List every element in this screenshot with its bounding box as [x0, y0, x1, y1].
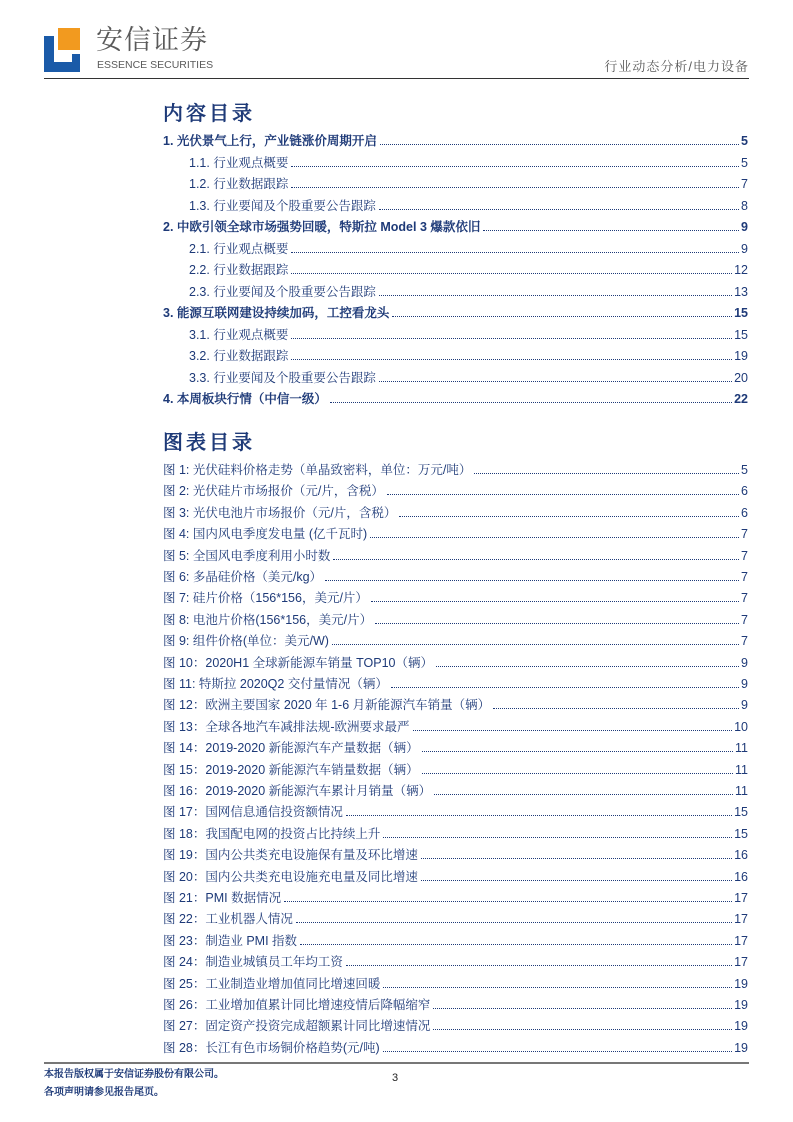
- figures-entry[interactable]: [163, 503, 748, 521]
- entry-label: 图 11: 特斯拉 2020Q2 交付量情况（辆）: [163, 677, 388, 691]
- dot-leader: [375, 623, 739, 624]
- dot-leader: [383, 837, 732, 838]
- entry-page: 7: [741, 177, 748, 191]
- report-category: 行业动态分析/电力设备: [604, 59, 749, 74]
- dot-leader: [399, 516, 739, 517]
- footer-divider: [44, 1062, 749, 1064]
- dot-leader: [379, 295, 732, 296]
- entry-page: 8: [741, 198, 748, 213]
- entry-page: 7: [741, 548, 748, 563]
- figures-entry[interactable]: [163, 824, 748, 842]
- dot-leader: [370, 537, 739, 538]
- entry-label: 图 3: 光伏电池片市场报价（元/片，含税）: [163, 505, 397, 520]
- entry-label: 图 24：制造业城镇员工年均工资: [163, 955, 343, 970]
- dot-leader: [291, 166, 739, 167]
- entry-page: 19: [734, 1019, 748, 1034]
- figures-entry[interactable]: [163, 524, 748, 542]
- entry-label: 图 15：2019-2020 新能源汽车销量数据（辆）: [163, 762, 419, 777]
- contents-entry[interactable]: [189, 368, 748, 386]
- figures-entry[interactable]: [163, 974, 748, 992]
- entry-label: 1.2. 行业数据跟踪: [189, 177, 289, 191]
- entry-label: 图 7: 硅片价格（156*156，美元/片）: [163, 591, 368, 606]
- entry-page: 17: [734, 912, 748, 927]
- entry-page: 5: [741, 134, 748, 148]
- figures-entry[interactable]: [163, 1016, 748, 1034]
- entry-label: 2.2. 行业数据跟踪: [189, 263, 289, 277]
- entry-label: 3.2. 行业数据跟踪: [189, 349, 289, 363]
- entry-page: 7: [741, 591, 748, 606]
- figures-entry[interactable]: [163, 781, 748, 799]
- figures-entry[interactable]: [163, 695, 748, 713]
- dot-leader: [291, 359, 732, 360]
- contents-entry[interactable]: [189, 346, 748, 364]
- dot-leader: [387, 494, 739, 495]
- contents-title: 内容目录: [163, 103, 255, 125]
- entry-page: 9: [741, 677, 748, 691]
- contents-entry[interactable]: [163, 389, 748, 407]
- entry-page: 16: [734, 848, 748, 863]
- header-divider: [44, 78, 749, 79]
- figures-entry[interactable]: [163, 610, 748, 628]
- entry-page: 7: [741, 634, 748, 649]
- contents-entry[interactable]: [189, 325, 748, 343]
- contents-entry[interactable]: [189, 282, 748, 300]
- entry-page: 15: [734, 805, 748, 820]
- contents-entry[interactable]: [163, 131, 748, 149]
- dot-leader: [296, 922, 732, 923]
- figures-entry[interactable]: [163, 888, 748, 906]
- contents-entry[interactable]: [189, 153, 748, 171]
- dot-leader: [421, 858, 732, 859]
- entry-page: 13: [734, 284, 748, 299]
- entry-label: 1.3. 行业要闻及个股重要公告跟踪: [189, 198, 376, 213]
- contents-entry[interactable]: [189, 239, 748, 257]
- entry-label: 1. 光伏景气上行，产业链涨价周期开启: [163, 134, 377, 148]
- figures-entry[interactable]: [163, 931, 748, 949]
- entry-page: 6: [741, 484, 748, 499]
- figures-entry[interactable]: [163, 909, 748, 927]
- dot-leader: [371, 601, 739, 602]
- entry-page: 17: [734, 955, 748, 970]
- entry-page: 11: [735, 784, 748, 798]
- entry-page: 17: [734, 933, 748, 948]
- entry-label: 图 17：国网信息通信投资额情况: [163, 805, 343, 820]
- figures-entry[interactable]: [163, 867, 748, 885]
- entry-label: 3.3. 行业要闻及个股重要公告跟踪: [189, 370, 376, 385]
- entry-page: 15: [734, 306, 748, 320]
- entry-label: 图 6: 多晶硅价格（美元/kg）: [163, 570, 323, 584]
- dot-leader: [392, 316, 732, 317]
- figures-title: 图表目录: [163, 432, 255, 454]
- dot-leader: [300, 944, 732, 945]
- page-number: 3: [392, 1072, 399, 1084]
- entry-page: 5: [741, 155, 748, 170]
- entry-label: 图 19：国内公共类充电设施保有量及环比增速: [163, 848, 418, 863]
- dot-leader: [436, 666, 739, 667]
- entry-label: 图 10：2020H1 全球新能源车销量 TOP10（辆）: [163, 655, 433, 670]
- figures-entry[interactable]: [163, 760, 748, 778]
- brand-name-en: ESSENCE SECURITIES: [97, 59, 214, 71]
- dot-leader: [383, 987, 732, 988]
- entry-label: 图 5: 全国风电季度利用小时数: [163, 548, 331, 563]
- entry-label: 图 20：国内公共类充电设施充电量及同比增速: [163, 869, 418, 884]
- entry-label: 图 26：工业增加值累计同比增速疫情后降幅缩窄: [163, 998, 431, 1012]
- entry-label: 2. 中欧引领全球市场强势回暖，特斯拉 Model 3 爆款依旧: [163, 220, 481, 234]
- dot-leader: [332, 644, 739, 645]
- entry-page: 22: [734, 392, 748, 406]
- entry-page: 10: [734, 719, 748, 734]
- dot-leader: [291, 338, 732, 339]
- footer-disclaimer: 各项声明请参见报告尾页。: [44, 1087, 164, 1098]
- entry-label: 2.3. 行业要闻及个股重要公告跟踪: [189, 284, 376, 299]
- figures-entry[interactable]: [163, 631, 748, 649]
- entry-label: 图 27：固定资产投资完成超额累计同比增速情况: [163, 1019, 431, 1034]
- dot-leader: [433, 1029, 732, 1030]
- contents-entry[interactable]: [189, 196, 748, 214]
- dot-leader: [413, 730, 733, 731]
- figures-entry[interactable]: [163, 460, 748, 478]
- entry-label: 图 2: 光伏硅片市场报价（元/片，含税）: [163, 484, 384, 499]
- entry-page: 7: [741, 612, 748, 627]
- dot-leader: [346, 815, 732, 816]
- dot-leader: [380, 144, 739, 145]
- dot-leader: [333, 559, 739, 560]
- dot-leader: [330, 402, 732, 403]
- dot-leader: [379, 381, 732, 382]
- dot-leader: [434, 794, 733, 795]
- dot-leader: [422, 751, 733, 752]
- figures-entry[interactable]: [163, 952, 748, 970]
- entry-label: 图 12：欧洲主要国家 2020 年 1-6 月新能源汽车销量（辆）: [163, 698, 491, 713]
- entry-page: 15: [734, 327, 748, 342]
- entry-label: 图 1: 光伏硅料价格走势（单晶致密料，单位：万元/吨）: [163, 463, 472, 477]
- essence-logo-icon: [44, 28, 84, 72]
- entry-page: 20: [734, 370, 748, 385]
- entry-page: 11: [735, 741, 748, 756]
- entry-label: 图 25：工业制造业增加值同比增速回暖: [163, 976, 381, 991]
- entry-label: 图 18：我国配电网的投资占比持续上升: [163, 826, 381, 841]
- entry-label: 图 8: 电池片价格(156*156，美元/片）: [163, 612, 373, 627]
- figures-entry[interactable]: [163, 588, 748, 606]
- figures-entry[interactable]: [163, 567, 748, 585]
- figures-entry[interactable]: [163, 1038, 748, 1056]
- entry-page: 19: [734, 998, 748, 1012]
- dot-leader: [291, 273, 732, 274]
- entry-page: 9: [741, 241, 748, 256]
- dot-leader: [422, 773, 733, 774]
- entry-label: 图 14：2019-2020 新能源汽车产量数据（辆）: [163, 741, 419, 756]
- dot-leader: [379, 209, 739, 210]
- entry-page: 9: [741, 698, 748, 713]
- entry-label: 2.1. 行业观点概要: [189, 241, 289, 256]
- figures-entry[interactable]: [163, 738, 748, 756]
- entry-label: 图 13：全球各地汽车减排法规-欧洲要求最严: [163, 719, 410, 734]
- entry-page: 15: [734, 826, 748, 841]
- figures-entry[interactable]: [163, 653, 748, 671]
- figures-entry[interactable]: [163, 802, 748, 820]
- entry-page: 16: [734, 869, 748, 884]
- dot-leader: [284, 901, 732, 902]
- dot-leader: [421, 880, 732, 881]
- entry-page: 12: [734, 263, 748, 277]
- entry-label: 图 23：制造业 PMI 指数: [163, 933, 298, 948]
- dot-leader: [346, 965, 732, 966]
- entry-page: 7: [741, 527, 748, 542]
- entry-page: 7: [741, 570, 748, 584]
- entry-label: 3.1. 行业观点概要: [189, 327, 289, 342]
- entry-page: 11: [735, 762, 748, 777]
- entry-label: 3. 能源互联网建设持续加码，工控看龙头: [163, 306, 390, 320]
- contents-entry[interactable]: [189, 174, 748, 192]
- entry-page: 6: [741, 505, 748, 520]
- entry-page: 17: [734, 891, 748, 905]
- entry-label: 4. 本周板块行情（中信一级）: [163, 392, 327, 406]
- dot-leader: [433, 1008, 732, 1009]
- dot-leader: [391, 687, 739, 688]
- dot-leader: [291, 252, 739, 253]
- figures-entry[interactable]: [163, 546, 748, 564]
- entry-label: 图 22：工业机器人情况: [163, 912, 293, 927]
- figures-entry[interactable]: [163, 674, 748, 692]
- entry-page: 5: [741, 463, 748, 477]
- entry-page: 9: [741, 220, 748, 234]
- dot-leader: [291, 187, 739, 188]
- dot-leader: [474, 473, 739, 474]
- entry-label: 图 9: 组件价格(单位：美元/W): [163, 634, 329, 649]
- figures-entry[interactable]: [163, 845, 748, 863]
- entry-page: 19: [734, 976, 748, 991]
- contents-entry[interactable]: [163, 217, 748, 235]
- brand-name-cn: 安信证券: [96, 25, 208, 55]
- entry-label: 图 4: 国内风电季度发电量 (亿千瓦时): [163, 527, 368, 542]
- contents-entry[interactable]: [189, 260, 748, 278]
- dot-leader: [493, 708, 739, 709]
- figures-entry[interactable]: [163, 717, 748, 735]
- contents-entry[interactable]: [163, 303, 748, 321]
- figures-entry[interactable]: [163, 995, 748, 1013]
- entry-label: 1.1. 行业观点概要: [189, 155, 289, 170]
- entry-page: 19: [734, 349, 748, 363]
- figures-entry[interactable]: [163, 481, 748, 499]
- dot-leader: [383, 1051, 732, 1052]
- entry-label: 图 28：长江有色市场铜价格趋势(元/吨): [163, 1040, 380, 1055]
- footer-copyright: 本报告版权属于安信证券股份有限公司。: [44, 1069, 224, 1080]
- entry-label: 图 16：2019-2020 新能源汽车累计月销量（辆）: [163, 784, 432, 798]
- entry-page: 9: [741, 655, 748, 670]
- entry-page: 19: [734, 1040, 748, 1055]
- entry-label: 图 21：PMI 数据情况: [163, 891, 282, 905]
- dot-leader: [325, 580, 739, 581]
- dot-leader: [483, 230, 739, 231]
